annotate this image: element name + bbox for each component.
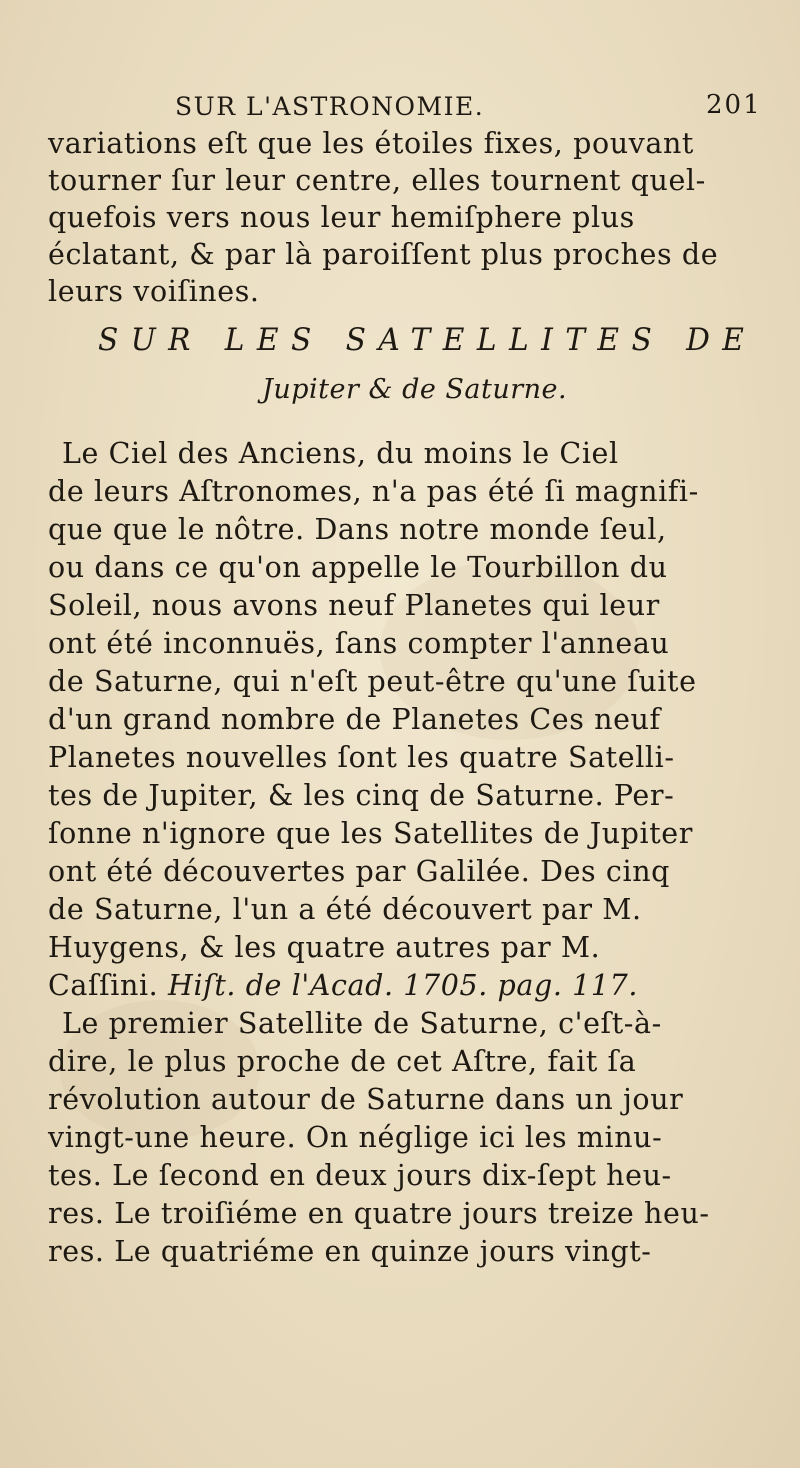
- running-head-title: SUR L'ASTRONOMIE.: [175, 92, 485, 121]
- text-line: de Saturne, l'un a été découvert par M.: [48, 893, 642, 926]
- text-line: tourner ſur leur centre, elles tournent quel-: [48, 164, 706, 197]
- page-number: 201: [706, 90, 762, 120]
- text-line: tes. Le ſecond en deux jours dix-ſept heu-: [48, 1159, 672, 1192]
- text-line: de Saturne, qui n'eſt peut-être qu'une ſuite: [48, 665, 697, 698]
- text-line: dire, le plus proche de cet Aſtre, fait ſa: [48, 1045, 637, 1078]
- text-line: Huygens, & les quatre autres par M.: [48, 931, 601, 964]
- text-line: que que le nôtre. Dans notre monde ſeul,: [48, 513, 667, 546]
- section-subheading: Jupiter & de Saturne.: [262, 374, 568, 405]
- text-line: ou dans ce qu'on appelle le Tourbillon du: [48, 551, 668, 584]
- text-line: ont été inconnuës, ſans compter l'anneau: [48, 627, 670, 660]
- text-line: de leurs Aſtronomes, n'a pas été ſi magnifi-: [48, 475, 699, 508]
- text-line: Le premier Satellite de Saturne, c'eſt-à-: [62, 1007, 662, 1040]
- text-line: res. Le troiſiéme en quatre jours treize heu-: [48, 1197, 710, 1230]
- text-line: Planetes nouvelles ſont les quatre Satelli-: [48, 741, 675, 774]
- text-line: tes de Jupiter, & les cinq de Saturne. Per-: [48, 779, 675, 812]
- text-line: d'un grand nombre de Planetes Ces neuf: [48, 703, 661, 736]
- citation: Hiſt. de l'Acad. 1705. pag. 117.: [168, 969, 639, 1002]
- text-line: vingt-une heure. On néglige ici les minu-: [48, 1121, 663, 1154]
- text-line: Soleil, nous avons neuf Planetes qui leur: [48, 589, 660, 622]
- text-line: ſonne n'ignore que les Satellites de Jupiter: [48, 817, 693, 850]
- text-line: res. Le quatriéme en quinze jours vingt-: [48, 1235, 652, 1268]
- text-line: variations eſt que les étoiles fixes, pouvant: [48, 127, 694, 160]
- text-line: Le Ciel des Anciens, du moins le Ciel: [62, 437, 619, 470]
- text-line: quefois vers nous leur hemiſphere plus: [48, 201, 635, 234]
- text-line: [48, 969, 639, 1002]
- text-line: éclatant, & par là paroiſſent plus proches de: [48, 238, 719, 271]
- text-line: leurs voiſines.: [48, 275, 260, 308]
- text-line: ont été découvertes par Galilée. Des cinq: [48, 855, 671, 888]
- text-line: révolution autour de Saturne dans un jour: [48, 1083, 684, 1116]
- text-fragment: Caſſini.: [48, 969, 168, 1002]
- section-heading: SUR LES SATELLITES DE: [98, 322, 757, 358]
